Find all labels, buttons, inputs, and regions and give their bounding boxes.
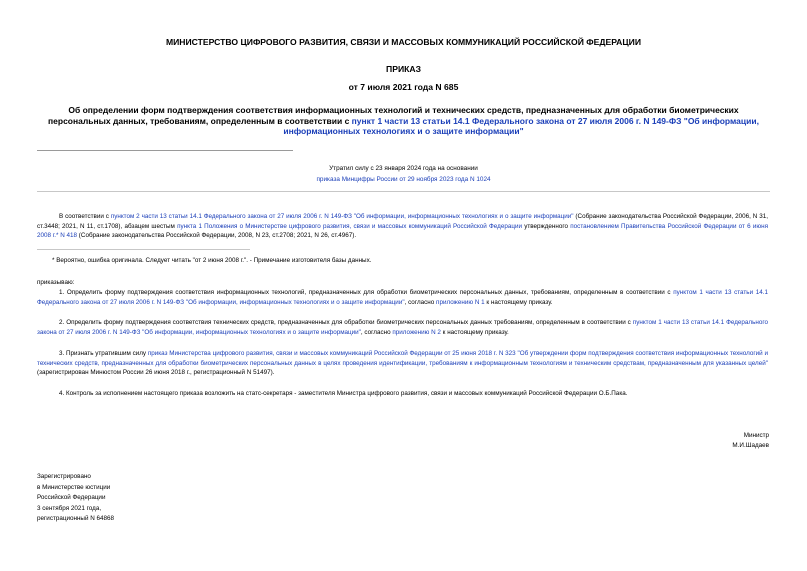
legal-basis-paragraph	[37, 212, 768, 241]
basis-text: утвержденного	[522, 222, 571, 230]
registration-line: Российской Федерации	[37, 494, 106, 501]
document-type: ПРИКАЗ	[386, 64, 421, 74]
registration-line: Зарегистрировано	[37, 473, 91, 480]
order-title-text: Об определении форм подтверждения соответствия информационных технологий и технических средств, предназначенных для обработки биометрических персональных данных, требованиям, определенным в соответствии с	[48, 105, 739, 126]
registration-number: регистрационный N 64868	[37, 515, 115, 522]
item-text: 1. Определить форму подтверждения соответствия информационных технологий, предназначенных для обработки биометрических персональных данных, требованиям, определенным в соответствии с	[59, 289, 674, 296]
item-text: (зарегистрирован Минюстом России 26 июня 2018 г., регистрационный N 51497).	[37, 369, 275, 376]
repealed-order-link[interactable]: приказ Министерства цифрового развития, связи и массовых коммуникаций Российской Федерации от 25 июня 2018 г. N 323 "Об утверждении форм подтверждения соответствия информационных технологий и технических средств, предназначенных для обработки биометрических персональных данных в целях проведения идентификации, требованиям к информационным технологиям и техническим средствам, предназначенным для указанных целей"	[37, 350, 768, 367]
order-date-number: от 7 июля 2021 года N 685	[348, 82, 459, 92]
basis-text: В соответствии с	[59, 213, 111, 220]
item-text: к настоящему приказу.	[484, 298, 553, 306]
basis-law-link[interactable]: пунктом 2 части 13 статьи 14.1 Федерального закона от 27 июля 2006 г. N 149-ФЗ "Об информации, информационных технологиях и о защите информации"	[110, 213, 574, 220]
basis-text: (Собрание законодательства Российской Федерации, 2006, N 31, ст.3448; 2021, N 11, ст.1708), абзацем шестым	[37, 213, 769, 230]
order-title	[40, 105, 767, 137]
status-repeal-link[interactable]: приказа Минцифры России от 29 ноября 2023 года N 1024	[316, 176, 491, 183]
item-text: 2. Определить форму подтверждения соответствия технических средств, предназначенных для обработки биометрических персональных данных требованиям, определенным в соответствии с	[59, 319, 633, 326]
item-text: к настоящему приказу.	[440, 328, 509, 336]
item-text: , согласно	[404, 298, 437, 306]
title-law-link[interactable]: пункт 1 части 13 статьи 14.1 Федерального закона от 27 июля 2006 г. N 149-ФЗ "Об информации, информационных технологиях и о защите информации"	[283, 115, 759, 136]
order-word: приказываю:	[37, 279, 75, 286]
basis-decree-link[interactable]: постановлением Правительства Российской Федерации от 6 июня 2008 г.* N 418	[37, 222, 768, 239]
ministry-heading: МИНИСТЕРСТВО ЦИФРОВОГО РАЗВИТИЯ, СВЯЗИ И МАССОВЫХ КОММУНИКАЦИЙ РОССИЙСКОЙ ФЕДЕРАЦИИ	[165, 37, 642, 47]
basis-text: (Собрание законодательства Российской Федерации, 2008, N 23, ст.2708; 2021, N 26, ст.4967).	[77, 232, 357, 239]
appendix-2-link[interactable]: приложению N 2	[392, 328, 441, 336]
item-text: , согласно	[360, 328, 393, 336]
footnote: * Вероятно, ошибка оригинала. Следует читать "от 2 июня 2008 г.". - Примечание изготовителя базы данных.	[52, 257, 372, 264]
item-1-law-link[interactable]: пунктом 1 части 13 статьи 14.1 Федерального закона от 27 июля 2006 г. N 149-ФЗ "Об информации, информационных технологиях и о защите информации"	[37, 289, 768, 306]
registration-line: в Министерстве юстиции	[37, 483, 111, 491]
status-note: Утратил силу с 23 января 2024 года на основании	[329, 165, 478, 172]
footnote-separator	[37, 249, 250, 250]
appendix-1-link[interactable]: приложению N 1	[436, 298, 485, 306]
separator-line	[37, 191, 770, 192]
registration-date: 3 сентября 2021 года,	[37, 504, 102, 512]
item-text: 3. Признать утратившим силу	[59, 350, 148, 357]
separator-line	[37, 150, 293, 151]
order-item-2	[37, 318, 768, 337]
item-2-law-link[interactable]: пунктом 1 части 13 статьи 14.1 Федерального закона от 27 июля 2006 г. N 149-ФЗ "Об информации, информационных технологиях и о защите информации"	[37, 319, 768, 336]
order-item-1	[37, 288, 768, 307]
signatory-role: Министр	[743, 432, 769, 439]
basis-regulation-link[interactable]: пункта 1 Положения о Министерстве цифрового развития, связи и массовых коммуникаций Российской Федерации	[177, 222, 522, 230]
signatory-name: М.И.Шадаев	[732, 442, 769, 449]
order-item-4: 4. Контроль за исполнением настоящего приказа возложить на статс-секретаря - заместителя Министра цифрового развития, связи и массовых коммуникаций Российской Федерации О.Б.Пака.	[59, 390, 628, 397]
order-item-3	[37, 349, 768, 378]
